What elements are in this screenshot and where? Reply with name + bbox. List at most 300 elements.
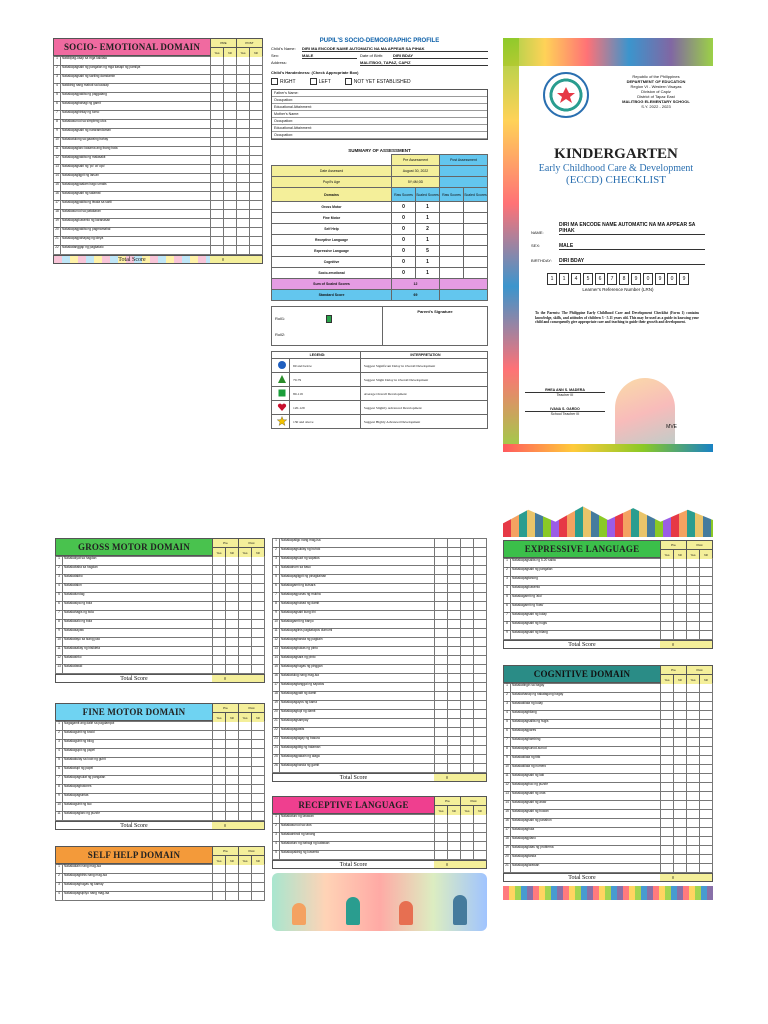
score-cell[interactable] (461, 539, 474, 548)
score-cell[interactable] (674, 684, 687, 693)
score-cell[interactable] (448, 557, 461, 566)
score-cell[interactable] (700, 622, 713, 631)
score-cell[interactable] (700, 702, 713, 711)
score-cell[interactable] (448, 842, 461, 851)
score-cell[interactable] (435, 728, 448, 737)
score-cell[interactable] (252, 785, 265, 794)
score-cell[interactable] (674, 720, 687, 729)
score-cell[interactable] (661, 756, 674, 765)
score-cell[interactable] (226, 611, 239, 620)
score-cell[interactable] (226, 776, 239, 785)
score-cell[interactable] (474, 566, 487, 575)
score-cell[interactable] (224, 174, 237, 183)
score-cell[interactable] (435, 719, 448, 728)
score-cell[interactable] (237, 147, 250, 156)
score-cell[interactable] (461, 620, 474, 629)
score-cell[interactable] (250, 84, 263, 93)
score-cell[interactable] (461, 566, 474, 575)
score-cell[interactable] (237, 246, 250, 255)
lrn-digit-box[interactable]: 9 (679, 273, 689, 285)
score-cell[interactable] (224, 57, 237, 66)
score-cell[interactable] (700, 819, 713, 828)
score-cell[interactable] (211, 129, 224, 138)
score-cell[interactable] (252, 557, 265, 566)
score-cell[interactable] (211, 228, 224, 237)
score-cell[interactable] (250, 183, 263, 192)
score-cell[interactable] (211, 147, 224, 156)
score-cell[interactable] (461, 815, 474, 824)
score-cell[interactable] (661, 595, 674, 604)
score-cell[interactable] (687, 819, 700, 828)
score-cell[interactable] (213, 731, 226, 740)
score-cell[interactable] (448, 566, 461, 575)
score-cell[interactable] (700, 738, 713, 747)
score-cell[interactable] (448, 851, 461, 860)
score-cell[interactable] (474, 620, 487, 629)
score-cell[interactable] (435, 557, 448, 566)
score-cell[interactable] (237, 93, 250, 102)
score-cell[interactable] (250, 219, 263, 228)
score-cell[interactable] (687, 711, 700, 720)
score-cell[interactable] (448, 638, 461, 647)
score-cell[interactable] (213, 874, 226, 883)
score-cell[interactable] (461, 824, 474, 833)
score-cell[interactable] (226, 749, 239, 758)
score-cell[interactable] (474, 647, 487, 656)
score-cell[interactable] (213, 602, 226, 611)
score-cell[interactable] (435, 737, 448, 746)
score-cell[interactable] (674, 756, 687, 765)
score-cell[interactable] (461, 557, 474, 566)
score-cell[interactable] (700, 810, 713, 819)
score-cell[interactable] (674, 846, 687, 855)
score-cell[interactable] (674, 810, 687, 819)
score-cell[interactable] (224, 210, 237, 219)
score-cell[interactable] (474, 746, 487, 755)
score-cell[interactable] (224, 66, 237, 75)
score-cell[interactable] (250, 147, 263, 156)
score-cell[interactable] (461, 575, 474, 584)
score-cell[interactable] (252, 883, 265, 892)
score-cell[interactable] (687, 631, 700, 640)
score-cell[interactable] (237, 237, 250, 246)
score-cell[interactable] (435, 638, 448, 647)
score-cell[interactable] (213, 749, 226, 758)
score-cell[interactable] (213, 740, 226, 749)
score-cell[interactable] (226, 874, 239, 883)
score-cell[interactable] (700, 595, 713, 604)
score-cell[interactable] (226, 638, 239, 647)
score-cell[interactable] (239, 785, 252, 794)
parent-field-row[interactable] (272, 97, 487, 104)
score-cell[interactable] (687, 622, 700, 631)
score-cell[interactable] (461, 692, 474, 701)
score-cell[interactable] (211, 84, 224, 93)
lrn-digit-box[interactable]: 0 (643, 273, 653, 285)
score-cell[interactable] (213, 865, 226, 874)
score-cell[interactable] (687, 595, 700, 604)
score-cell[interactable] (461, 728, 474, 737)
score-cell[interactable] (474, 602, 487, 611)
score-cell[interactable] (250, 174, 263, 183)
right-checkbox[interactable] (271, 78, 278, 85)
score-cell[interactable] (237, 138, 250, 147)
score-cell[interactable] (700, 774, 713, 783)
score-cell[interactable] (461, 602, 474, 611)
score-cell[interactable] (661, 747, 674, 756)
score-cell[interactable] (687, 765, 700, 774)
score-cell[interactable] (239, 812, 252, 821)
score-cell[interactable] (674, 693, 687, 702)
score-cell[interactable] (474, 701, 487, 710)
score-cell[interactable] (213, 776, 226, 785)
score-cell[interactable] (239, 638, 252, 647)
score-cell[interactable] (435, 746, 448, 755)
score-cell[interactable] (700, 828, 713, 837)
score-cell[interactable] (448, 701, 461, 710)
score-cell[interactable] (461, 755, 474, 764)
score-cell[interactable] (239, 656, 252, 665)
score-cell[interactable] (435, 656, 448, 665)
score-cell[interactable] (213, 575, 226, 584)
score-cell[interactable] (211, 183, 224, 192)
score-cell[interactable] (687, 559, 700, 568)
score-cell[interactable] (661, 693, 674, 702)
score-cell[interactable] (252, 611, 265, 620)
score-cell[interactable] (226, 665, 239, 674)
score-cell[interactable] (674, 864, 687, 873)
lrn-digit-box[interactable]: 4 (571, 273, 581, 285)
score-cell[interactable] (211, 237, 224, 246)
score-cell[interactable] (474, 824, 487, 833)
score-cell[interactable] (226, 629, 239, 638)
score-cell[interactable] (239, 767, 252, 776)
score-cell[interactable] (474, 629, 487, 638)
score-cell[interactable] (239, 593, 252, 602)
parent-field-row[interactable] (272, 90, 487, 97)
score-cell[interactable] (250, 192, 263, 201)
score-cell[interactable] (237, 219, 250, 228)
score-cell[interactable] (224, 228, 237, 237)
score-cell[interactable] (674, 613, 687, 622)
score-cell[interactable] (224, 192, 237, 201)
score-cell[interactable] (448, 815, 461, 824)
lrn-digit-box[interactable]: 6 (595, 273, 605, 285)
score-cell[interactable] (448, 674, 461, 683)
score-cell[interactable] (237, 66, 250, 75)
score-cell[interactable] (213, 722, 226, 731)
score-cell[interactable] (448, 548, 461, 557)
score-cell[interactable] (474, 611, 487, 620)
score-cell[interactable] (674, 747, 687, 756)
score-cell[interactable] (224, 138, 237, 147)
score-cell[interactable] (435, 629, 448, 638)
score-cell[interactable] (435, 647, 448, 656)
score-cell[interactable] (661, 765, 674, 774)
score-cell[interactable] (474, 842, 487, 851)
score-cell[interactable] (213, 665, 226, 674)
score-cell[interactable] (224, 183, 237, 192)
score-cell[interactable] (239, 722, 252, 731)
score-cell[interactable] (239, 647, 252, 656)
left-checkbox[interactable] (310, 78, 317, 85)
score-cell[interactable] (474, 584, 487, 593)
score-cell[interactable] (448, 737, 461, 746)
score-cell[interactable] (435, 710, 448, 719)
lrn-digit-box[interactable]: 9 (631, 273, 641, 285)
score-cell[interactable] (211, 102, 224, 111)
parent-field-row[interactable] (272, 132, 487, 139)
score-cell[interactable] (474, 575, 487, 584)
score-cell[interactable] (661, 810, 674, 819)
score-cell[interactable] (239, 874, 252, 883)
score-cell[interactable] (239, 776, 252, 785)
score-cell[interactable] (252, 638, 265, 647)
score-cell[interactable] (461, 701, 474, 710)
score-cell[interactable] (474, 851, 487, 860)
score-cell[interactable] (224, 93, 237, 102)
score-cell[interactable] (250, 120, 263, 129)
score-cell[interactable] (448, 833, 461, 842)
score-cell[interactable] (213, 656, 226, 665)
score-cell[interactable] (213, 785, 226, 794)
score-cell[interactable] (213, 883, 226, 892)
score-cell[interactable] (211, 246, 224, 255)
score-cell[interactable] (239, 740, 252, 749)
score-cell[interactable] (237, 57, 250, 66)
score-cell[interactable] (211, 192, 224, 201)
score-cell[interactable] (448, 629, 461, 638)
score-cell[interactable] (213, 611, 226, 620)
score-cell[interactable] (226, 892, 239, 901)
score-cell[interactable] (213, 584, 226, 593)
score-cell[interactable] (250, 66, 263, 75)
score-cell[interactable] (213, 794, 226, 803)
score-cell[interactable] (448, 620, 461, 629)
score-cell[interactable] (674, 828, 687, 837)
score-cell[interactable] (674, 837, 687, 846)
score-cell[interactable] (461, 764, 474, 773)
score-cell[interactable] (661, 720, 674, 729)
score-cell[interactable] (435, 593, 448, 602)
score-cell[interactable] (252, 812, 265, 821)
score-cell[interactable] (237, 111, 250, 120)
score-cell[interactable] (252, 794, 265, 803)
score-cell[interactable] (461, 593, 474, 602)
parent-field-row[interactable] (272, 111, 487, 118)
score-cell[interactable] (461, 746, 474, 755)
score-cell[interactable] (687, 855, 700, 864)
score-cell[interactable] (674, 702, 687, 711)
score-cell[interactable] (700, 684, 713, 693)
score-cell[interactable] (239, 892, 252, 901)
score-cell[interactable] (661, 613, 674, 622)
score-cell[interactable] (687, 837, 700, 846)
score-cell[interactable] (435, 764, 448, 773)
score-cell[interactable] (224, 201, 237, 210)
score-cell[interactable] (700, 586, 713, 595)
score-cell[interactable] (474, 764, 487, 773)
score-cell[interactable] (474, 692, 487, 701)
score-cell[interactable] (661, 855, 674, 864)
score-cell[interactable] (211, 210, 224, 219)
score-cell[interactable] (239, 665, 252, 674)
score-cell[interactable] (461, 851, 474, 860)
score-cell[interactable] (252, 566, 265, 575)
score-cell[interactable] (250, 201, 263, 210)
score-cell[interactable] (448, 539, 461, 548)
score-cell[interactable] (435, 674, 448, 683)
score-cell[interactable] (435, 602, 448, 611)
score-cell[interactable] (687, 586, 700, 595)
not-yet-checkbox[interactable] (345, 78, 352, 85)
score-cell[interactable] (239, 794, 252, 803)
score-cell[interactable] (250, 246, 263, 255)
score-cell[interactable] (461, 665, 474, 674)
score-cell[interactable] (661, 783, 674, 792)
score-cell[interactable] (237, 84, 250, 93)
score-cell[interactable] (474, 674, 487, 683)
score-cell[interactable] (237, 228, 250, 237)
score-cell[interactable] (226, 593, 239, 602)
parent-field-row[interactable] (272, 104, 487, 111)
score-cell[interactable] (250, 156, 263, 165)
score-cell[interactable] (461, 638, 474, 647)
score-cell[interactable] (226, 557, 239, 566)
score-cell[interactable] (674, 631, 687, 640)
score-cell[interactable] (674, 765, 687, 774)
score-cell[interactable] (461, 674, 474, 683)
score-cell[interactable] (687, 693, 700, 702)
score-cell[interactable] (237, 183, 250, 192)
score-cell[interactable] (474, 710, 487, 719)
score-cell[interactable] (226, 865, 239, 874)
score-cell[interactable] (700, 765, 713, 774)
score-cell[interactable] (661, 828, 674, 837)
score-cell[interactable] (226, 767, 239, 776)
score-cell[interactable] (461, 647, 474, 656)
score-cell[interactable] (687, 729, 700, 738)
score-cell[interactable] (237, 120, 250, 129)
score-cell[interactable] (252, 722, 265, 731)
score-cell[interactable] (474, 833, 487, 842)
score-cell[interactable] (687, 684, 700, 693)
score-cell[interactable] (252, 647, 265, 656)
score-cell[interactable] (226, 883, 239, 892)
score-cell[interactable] (687, 604, 700, 613)
score-cell[interactable] (474, 656, 487, 665)
score-cell[interactable] (239, 584, 252, 593)
score-cell[interactable] (474, 665, 487, 674)
score-cell[interactable] (700, 693, 713, 702)
score-cell[interactable] (661, 738, 674, 747)
score-cell[interactable] (226, 803, 239, 812)
score-cell[interactable] (224, 246, 237, 255)
score-cell[interactable] (239, 566, 252, 575)
score-cell[interactable] (252, 629, 265, 638)
score-cell[interactable] (661, 577, 674, 586)
score-cell[interactable] (211, 138, 224, 147)
score-cell[interactable] (687, 774, 700, 783)
score-cell[interactable] (661, 631, 674, 640)
score-cell[interactable] (250, 210, 263, 219)
score-cell[interactable] (461, 584, 474, 593)
score-cell[interactable] (213, 803, 226, 812)
score-cell[interactable] (239, 803, 252, 812)
score-cell[interactable] (661, 586, 674, 595)
lrn-digit-box[interactable]: 8 (619, 273, 629, 285)
score-cell[interactable] (448, 575, 461, 584)
score-cell[interactable] (226, 785, 239, 794)
score-cell[interactable] (687, 801, 700, 810)
parent-field-row[interactable] (272, 118, 487, 125)
score-cell[interactable] (237, 102, 250, 111)
score-cell[interactable] (250, 228, 263, 237)
score-cell[interactable] (700, 756, 713, 765)
score-cell[interactable] (213, 620, 226, 629)
score-cell[interactable] (461, 833, 474, 842)
score-cell[interactable] (661, 702, 674, 711)
score-cell[interactable] (674, 577, 687, 586)
score-cell[interactable] (224, 102, 237, 111)
score-cell[interactable] (252, 620, 265, 629)
parent-field-row[interactable] (272, 125, 487, 132)
score-cell[interactable] (474, 737, 487, 746)
score-cell[interactable] (435, 842, 448, 851)
score-cell[interactable] (474, 755, 487, 764)
score-cell[interactable] (252, 874, 265, 883)
score-cell[interactable] (224, 147, 237, 156)
score-cell[interactable] (674, 855, 687, 864)
score-cell[interactable] (674, 568, 687, 577)
score-cell[interactable] (435, 824, 448, 833)
score-cell[interactable] (700, 559, 713, 568)
score-cell[interactable] (239, 749, 252, 758)
score-cell[interactable] (700, 604, 713, 613)
score-cell[interactable] (674, 792, 687, 801)
score-cell[interactable] (700, 864, 713, 873)
score-cell[interactable] (435, 833, 448, 842)
score-cell[interactable] (239, 629, 252, 638)
score-cell[interactable] (687, 864, 700, 873)
score-cell[interactable] (661, 568, 674, 577)
score-cell[interactable] (700, 801, 713, 810)
score-cell[interactable] (252, 767, 265, 776)
score-cell[interactable] (213, 557, 226, 566)
score-cell[interactable] (448, 647, 461, 656)
score-cell[interactable] (226, 794, 239, 803)
score-cell[interactable] (661, 559, 674, 568)
score-cell[interactable] (213, 629, 226, 638)
score-cell[interactable] (213, 638, 226, 647)
score-cell[interactable] (687, 613, 700, 622)
score-cell[interactable] (448, 746, 461, 755)
score-cell[interactable] (435, 755, 448, 764)
score-cell[interactable] (226, 647, 239, 656)
score-cell[interactable] (674, 622, 687, 631)
score-cell[interactable] (687, 738, 700, 747)
score-cell[interactable] (448, 755, 461, 764)
score-cell[interactable] (213, 566, 226, 575)
score-cell[interactable] (250, 138, 263, 147)
score-cell[interactable] (461, 842, 474, 851)
score-cell[interactable] (674, 711, 687, 720)
score-cell[interactable] (224, 156, 237, 165)
score-cell[interactable] (224, 237, 237, 246)
score-cell[interactable] (252, 584, 265, 593)
score-cell[interactable] (211, 66, 224, 75)
score-cell[interactable] (435, 815, 448, 824)
